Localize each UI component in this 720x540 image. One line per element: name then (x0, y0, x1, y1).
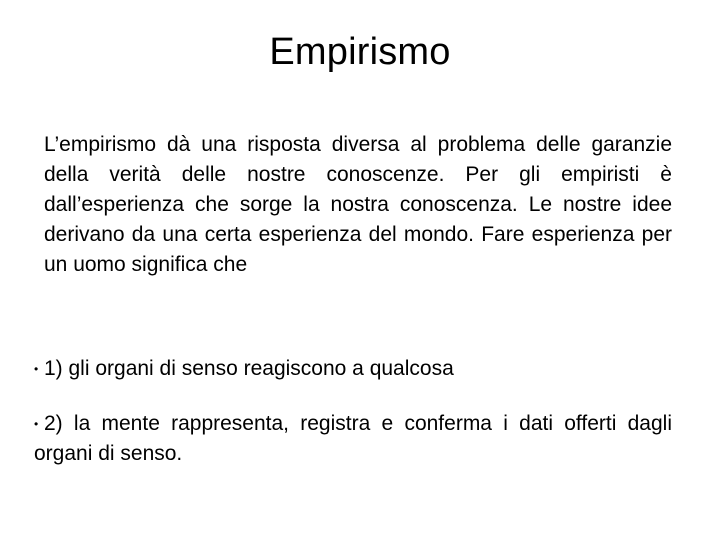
bullet-text-2: 2) la mente rappresenta, registra e conferma i dati offerti dagli organi di senso. (34, 412, 672, 466)
bullet-dot-icon: • (34, 362, 39, 377)
bullet-text-1: 1) gli organi di senso reagiscono a qualcosa (44, 357, 454, 380)
body-paragraph: L’empirismo dà una risposta diversa al problema delle garanzie della verità delle nostre conoscenze. Per gli empiristi è dall’esperienza che sorge la nostra conoscenza. Le nostre idee derivano da una certa esperienza del mondo. Fare esperienza per un uomo significa che (44, 133, 672, 276)
bullet-item-1 (34, 354, 672, 384)
bullet-dot-icon: • (34, 417, 39, 432)
bullet-item-2 (34, 409, 672, 469)
slide-title: Empirismo (269, 31, 451, 73)
